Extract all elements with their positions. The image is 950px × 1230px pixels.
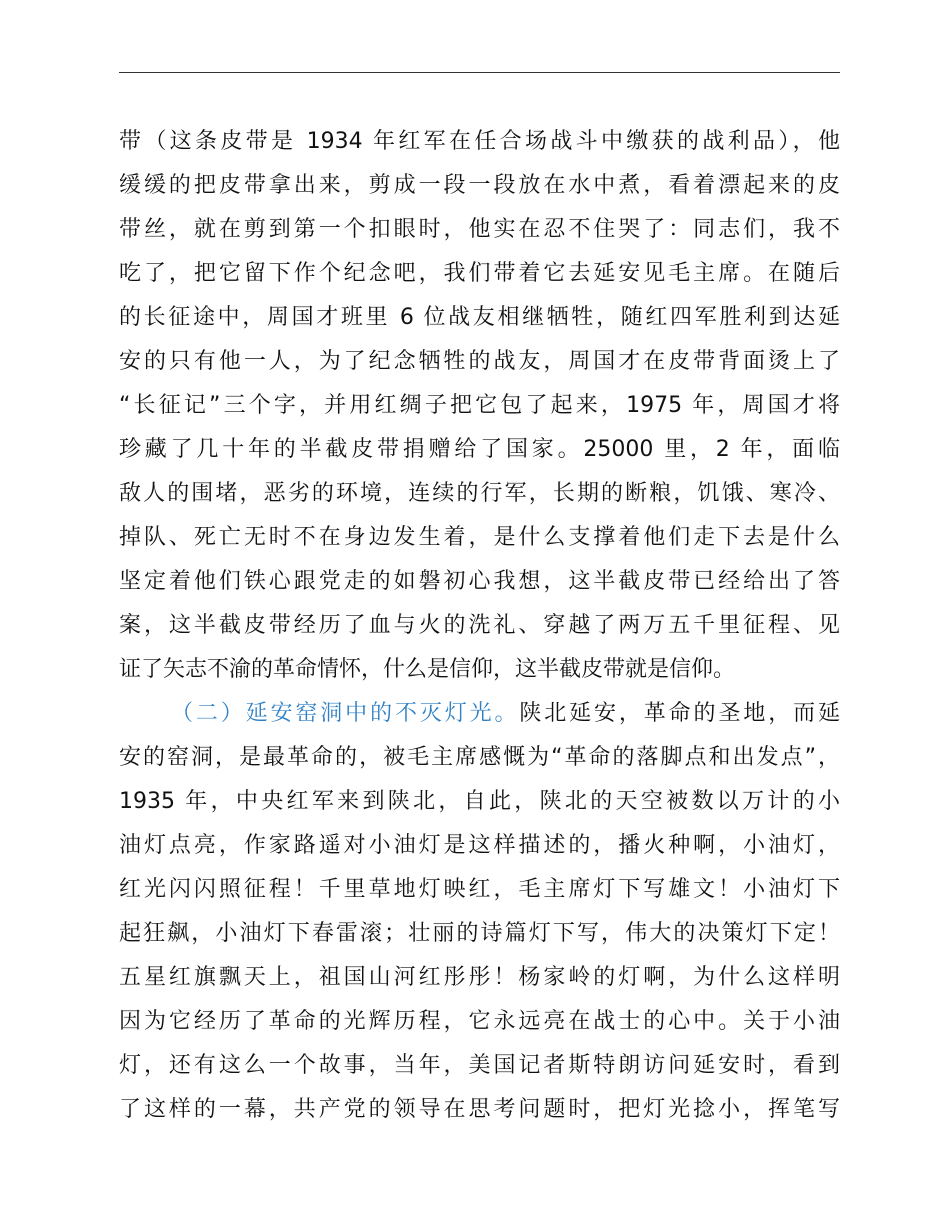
header-rule bbox=[119, 72, 840, 73]
paragraph-belt-story bbox=[119, 120, 840, 692]
text-line: 缓缓的把皮带拿出来，剪成一段一段放在水中煮，看着漂起来的皮 bbox=[119, 173, 840, 198]
text-line: 的长征途中，周国才班里 6 位战友相继牺牲，随红四军胜利到达延 bbox=[119, 305, 840, 330]
text-line: 红光闪闪照征程！千里草地灯映红，毛主席灯下写雄文！小油灯下 bbox=[119, 877, 840, 902]
text-line: 坚定着他们铁心跟党走的如磐初心我想，这半截皮带已经给出了答 bbox=[119, 569, 840, 594]
text-line: 证了矢志不渝的革命情怀，什么是信仰，这半截皮带就是信仰。 bbox=[119, 657, 736, 682]
text-line: 1935 年，中央红军来到陕北，自此，陕北的天空被数以万计的小 bbox=[119, 789, 840, 814]
text-line: 带丝，就在剪到第一个扣眼时，他实在忍不住哭了：同志们，我不 bbox=[119, 217, 840, 242]
text-line: 安的只有他一人，为了纪念牺牲的战友，周国才在皮带背面烫上了 bbox=[119, 349, 840, 374]
text-line-first bbox=[119, 692, 840, 736]
text-line: 案，这半截皮带经历了血与火的洗礼、穿越了两万五千里征程、见 bbox=[119, 613, 840, 638]
text-line: 珍藏了几十年的半截皮带捐赠给了国家。25000 里，2 年，面临 bbox=[119, 437, 840, 462]
section-heading: （二）延安窑洞中的不灭灯光。 bbox=[171, 701, 520, 726]
text-line: 油灯点亮，作家路遥对小油灯是这样描述的，播火种啊，小油灯， bbox=[119, 833, 840, 858]
text-line: 安的窑洞，是最革命的，被毛主席感慨为“革命的落脚点和出发点”， bbox=[119, 745, 840, 770]
text-line: 起狂飙，小油灯下春雷滚；壮丽的诗篇灯下写，伟大的决策灯下定！ bbox=[119, 921, 840, 946]
text-line: 灯，还有这么一个故事，当年，美国记者斯特朗访问延安时，看到 bbox=[119, 1053, 840, 1078]
text-line: 因为它经历了革命的光辉历程，它永远亮在战士的心中。关于小油 bbox=[119, 1009, 840, 1034]
text-line: 五星红旗飘天上，祖国山河红彤彤！杨家岭的灯啊，为什么这样明 bbox=[119, 965, 840, 990]
paragraph-yanan-lamp bbox=[119, 692, 840, 1132]
text-line: 吃了，把它留下作个纪念吧，我们带着它去延安见毛主席。在随后 bbox=[119, 261, 840, 286]
text-line: “长征记”三个字，并用红绸子把它包了起来，1975 年，周国才将 bbox=[119, 393, 840, 418]
text-line: 敌人的围堵，恶劣的环境，连续的行军，长期的断粮，饥饿、寒冷、 bbox=[119, 481, 840, 506]
text-span: 陕北延安，革命的圣地，而延 bbox=[519, 701, 840, 726]
text-line: 掉队、死亡无时不在身边发生着，是什么支撑着他们走下去是什么 bbox=[119, 525, 840, 550]
text-line: 了这样的一幕，共产党的领导在思考问题时，把灯光捻小，挥笔写 bbox=[119, 1097, 840, 1122]
text-line: 带（这条皮带是 1934 年红军在任合场战斗中缴获的战利品），他 bbox=[119, 129, 840, 154]
document-body bbox=[119, 120, 840, 1132]
